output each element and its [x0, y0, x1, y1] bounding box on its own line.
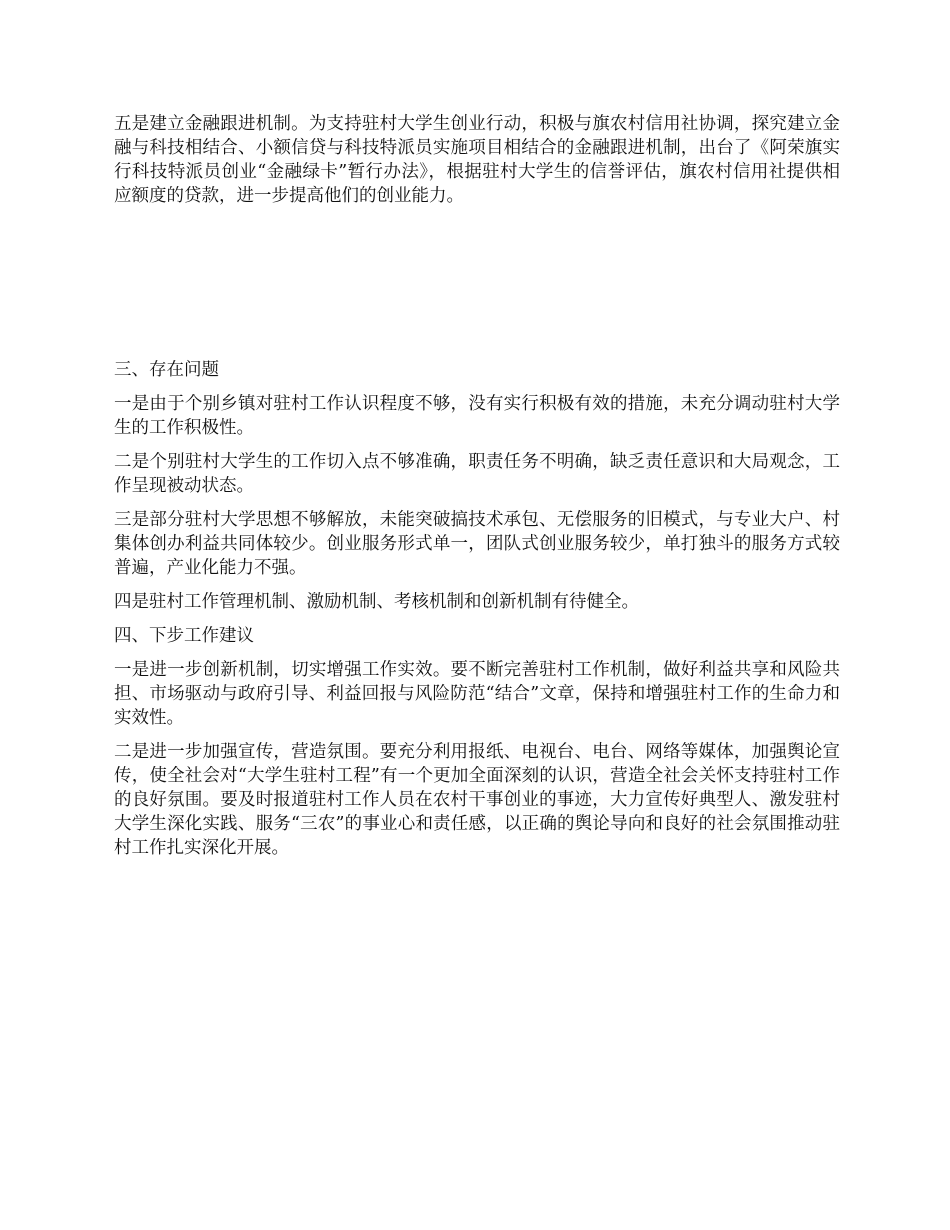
- paragraph-problem-1: 一是由于个别乡镇对驻村工作认识程度不够，没有实行积极有效的措施，未充分调动驻村大学生的工作积极性。: [114, 394, 840, 438]
- paragraph-finance-mechanism: 五是建立金融跟进机制。为支持驻村大学生创业行动，积极与旗农村信用社协调，探究建立金融与科技相结合、小额信贷与科技特派员实施项目相结合的金融跟进机制，出台了《阿荣旗实行科技特派员创业“金融绿卡”暂行办法》，根据驻村大学生的信誉评估，旗农村信用社提供相应额度的贷款，进一步提高他们的创业能力。: [114, 114, 840, 206]
- document-page: [114, 112, 840, 860]
- paragraph-problem-2: 二是个别驻村大学生的工作切入点不够准确，职责任务不明确，缺乏责任意识和大局观念，工作呈现被动状态。: [114, 452, 840, 496]
- spacer: [114, 498, 840, 508]
- paragraph-problem-3: 三是部分驻村大学思想不够解放，未能突破搞技术承包、无偿服务的旧模式，与专业大户、村集体创办利益共同体较少。创业服务形式单一，团队式创业服务较少，单打独斗的服务方式较普遍，产业化能力不强。: [114, 510, 840, 578]
- spacer: [114, 614, 840, 624]
- blank-space: [114, 208, 840, 358]
- spacer: [114, 648, 840, 658]
- paragraph-problem-4: 四是驻村工作管理机制、激励机制、考核机制和创新机制有待健全。: [114, 592, 639, 612]
- spacer: [114, 440, 840, 450]
- spacer: [114, 382, 840, 392]
- paragraph-suggestion-1: 一是进一步创新机制，切实增强工作实效。要不断完善驻村工作机制，做好利益共享和风险共担、市场驱动与政府引导、利益回报与风险防范“结合”文章，保持和增强驻村工作的生命力和实效性。: [114, 660, 840, 728]
- spacer: [114, 580, 840, 590]
- paragraph-suggestion-2: 二是进一步加强宣传，营造氛围。要充分利用报纸、电视台、电台、网络等媒体，加强舆论宣传，使全社会对“大学生驻村工程”有一个更加全面深刻的认识，营造全社会关怀支持驻村工作的良好氛围。要及时报道驻村工作人员在农村干事创业的事迹，大力宣传好典型人、激发驻村大学生深化实践、服务“三农”的事业心和责任感，以正确的舆论导向和良好的社会氛围推动驻村工作扎实深化开展。: [114, 742, 840, 858]
- section-heading-problems: 三、存在问题: [114, 360, 219, 380]
- spacer: [114, 730, 840, 740]
- section-heading-suggestions: 四、下步工作建议: [114, 626, 254, 646]
